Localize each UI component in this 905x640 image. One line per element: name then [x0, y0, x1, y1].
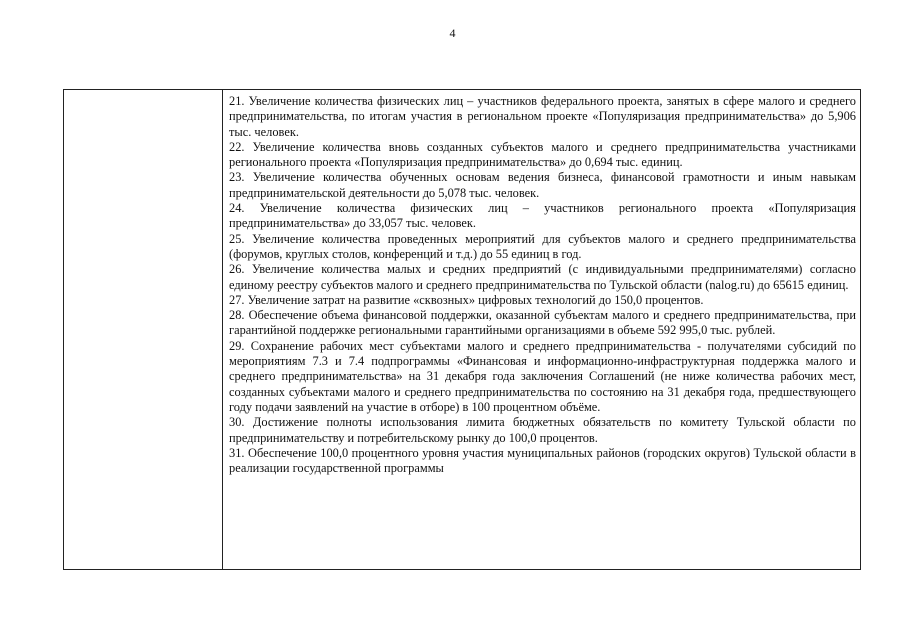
indicator-item-31: 31. Обеспечение 100,0 процентного уровня участия муниципальных районов (городских округов) Тульской области в реализации государственной программы: [229, 445, 856, 476]
table-row: [64, 90, 861, 570]
indicator-item-30: 30. Достижение полноты использования лимита бюджетных обязательств по комитету Тульской области по предпринимательству и потребительскому рынку до 100,0 процентов.: [229, 415, 856, 445]
indicator-item-24: 24. Увеличение количества физических лиц – участников регионального проекта «Популяризация предпринимательства» до 33,057 тыс. человек.: [229, 201, 856, 231]
indicators-cell: [223, 90, 861, 570]
indicator-item-27: 27. Увеличение затрат на развитие «сквозных» цифровых технологий до 150,0 процентов.: [229, 292, 704, 307]
empty-left-cell: [64, 90, 223, 570]
document-table: [63, 89, 861, 570]
indicator-item-26: 26. Увеличение количества малых и средних предприятий (с индивидуальными предпринимателями) согласно единому реестру субъектов малого и среднего предпринимательства по Тульской области (nalog.ru) до 65615 единиц.: [229, 262, 856, 292]
indicator-item-25: 25. Увеличение количества проведенных мероприятий для субъектов малого и среднего предпринимательства (форумов, круглых столов, конференций и т.д.) до 55 единиц в год.: [229, 231, 856, 261]
indicator-item-23: 23. Увеличение количества обученных основам ведения бизнеса, финансовой грамотности и иным навыкам предпринимательской деятельности до 5,078 тыс. человек.: [229, 170, 856, 200]
indicator-item-22: 22. Увеличение количества вновь созданных субъектов малого и среднего предпринимательства участниками регионального проекта «Популяризация предпринимательства» до 0,694 тыс. единиц.: [229, 139, 856, 170]
indicator-item-21: 21. Увеличение количества физических лиц – участников федерального проекта, занятых в сфере малого и среднего предпринимательства, по итогам участия в региональном проекте «Популяризация предпринимательства» до 5,906 тыс. человек.: [229, 94, 856, 139]
page-number: 4: [449, 26, 456, 40]
indicator-item-29: 29. Сохранение рабочих мест субъектами малого и среднего предпринимательства - получателями субсидий по мероприятиям 7.3 и 7.4 подпрограммы «Финансовая и информационно-инфраструктурная поддержка малого и среднего предпринимательства» на 31 декабря года заключения Соглашений (не ниже количества рабочих мест, созданных субъектами малого и среднего предпринимательства по состоянию на 31 декабря года, предшествующего году подачи заявлений на участие в отборе) в 100 процентном объёме.: [229, 338, 856, 414]
indicator-item-28: 28. Обеспечение объема финансовой поддержки, оказанной субъектам малого и среднего предпринимательства, при гарантийной поддержке региональными гарантийными организациями в объеме 592 995,0 тыс. рублей.: [229, 308, 856, 338]
